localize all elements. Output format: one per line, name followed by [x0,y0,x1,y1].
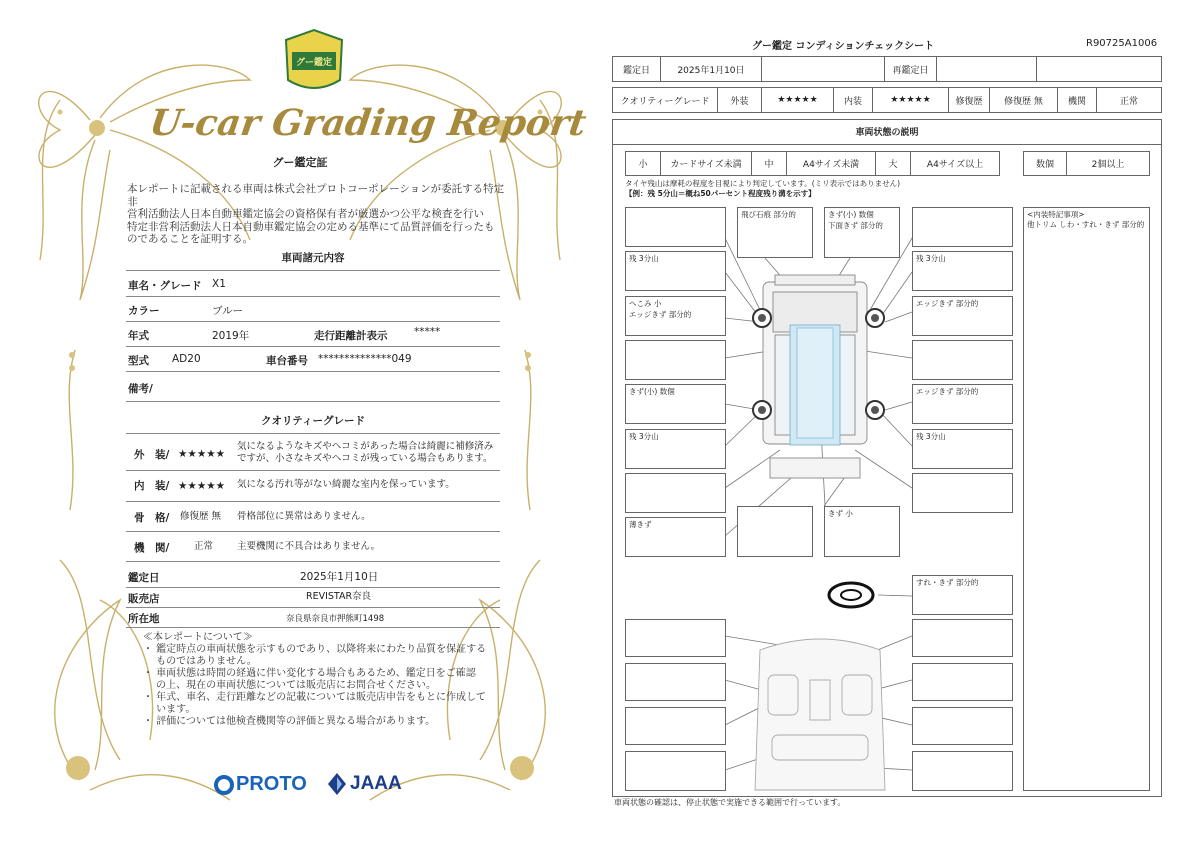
quality-row-frame [126,502,500,532]
jaaa-logo-text: JAAA [350,773,402,794]
intro-line: 特定非営利活動法人日本自動車鑑定協会の定める基準にて品質評価を行ったも [127,220,495,233]
exterior-stars: ★★★★★ [761,87,834,113]
script-title: U-car Grading Report [147,102,589,144]
legend-count-label: 数個 [1023,151,1067,176]
mileage-label: 走行距離計表示 [314,330,388,342]
interior-box-right-4 [912,751,1013,791]
footer-note: 車両状態の確認は、停止状態で実施できる範囲で行っています。 [614,798,846,807]
info-row-address [126,608,500,628]
remarks-label: 備考/ [128,383,153,395]
spec-row-model [126,347,500,372]
divider [126,433,500,434]
damage-box-left-rear-door [625,384,726,424]
spec-row-color [126,297,500,322]
certificate-subtitle: グー鑑定証 [272,156,328,169]
interior-box-left-4 [625,751,726,791]
damage-box-front-right [912,207,1013,247]
exterior-label: 外 装/ [134,449,170,461]
left-edge-note: エッジきず 部分的 [629,310,692,319]
interior-notes-body: 他トリム しわ・すれ・きず 部分的 [1027,220,1145,229]
spec-row-remarks [126,372,500,402]
damage-box-rear-center [737,506,813,557]
thin-scratch-note: 薄きず [629,520,652,529]
interior-box-right-1 [912,619,1013,657]
frame-label: 骨 格/ [134,512,170,524]
appraisal-date-label: 鑑定日 [128,572,160,584]
tire-rr-note: 残 3分山 [916,432,946,441]
tire-note-2: 【例：残 5分山＝概ね50パーセント程度残り溝を示す】 [625,189,816,198]
jaaa-logo [328,773,402,795]
steering-wheel-icon [829,583,873,607]
exterior-desc-2: ですが、小さなキズやヘコミが残っている場合もあります。 [237,453,493,464]
certificate-intro [127,183,507,246]
color-value: ブルー [212,305,244,317]
damage-box-right-rear-door [912,384,1013,424]
proto-logo [214,773,307,796]
interior-box-right-2 [912,663,1013,701]
legend-small-desc: カードサイズ未満 [660,151,752,176]
chip-note: 飛び石痕 部分的 [741,210,796,219]
legend-large-label: 大 [875,151,911,176]
top-scratch-note-2: 下面きず 部分的 [828,221,883,230]
exterior-label: 外装 [717,87,762,113]
about-item: ・ 年式、車名、走行距離などの記載については販売店申告をもとに作成して [143,692,486,703]
condition-section-title: 車両状態の説明 [612,119,1162,145]
small-scratch-note: きず 小 [828,509,853,518]
color-label: カラー [128,305,160,317]
interior-box-left-3 [625,707,726,745]
shop-label: 販売店 [128,593,160,605]
dent-note: へこみ 小 [629,299,662,308]
about-heading: ≪本レポートについて≫ [143,632,253,643]
info-row-date [126,564,500,588]
frame-value: 修復歴 無 [180,511,222,522]
tire-box-front-right [912,251,1013,291]
left-scratch-note: きず(小) 数個 [629,387,675,396]
address-value: 奈良県奈良市押熊町1498 [286,614,385,624]
damage-box-left-mid [625,340,726,380]
shop-value: REVISTAR奈良 [306,591,372,602]
quality-row-exterior [126,435,500,471]
engine-value: 正常 [194,541,214,552]
interior-label: 内装 [833,87,873,113]
tire-rl-note: 残 3分山 [629,432,659,441]
quality-row-interior [126,471,500,502]
damage-box-rear-bumper [824,506,900,557]
interior-notes-title: <内装特記事項> [1027,210,1085,219]
intro-line: 本レポートに記載される車両は株式会社プロトコーポレーションが委託する特定非 [127,183,505,208]
damage-box-right-mid [912,340,1013,380]
interior-stars: ★★★★★ [872,87,949,113]
damage-box-thin-scratch [625,517,726,557]
legend-mid-desc: A4サイズ未満 [786,151,876,176]
appraisal-date-value: 2025年1月10日 [300,571,379,583]
sheet-title: グー鑑定 コンディションチェックシート [752,41,935,52]
appraisal-date-label: 鑑定日 [612,56,661,82]
jaaa-logo-mark-icon [328,773,346,795]
legend-small-label: 小 [625,151,661,176]
engine-value: 正常 [1096,87,1162,113]
interior-box-right-3 [912,707,1013,745]
damage-box-left-front-door [625,296,726,336]
legend-large-desc: A4サイズ以上 [910,151,1000,176]
chassis-label: 車台番号 [266,355,308,367]
exterior-stars: ★★★★★ [178,448,226,460]
damage-box-front-left [625,207,726,247]
damage-box-top-scratch [824,207,900,258]
guu-badge-label: グー鑑定 [295,58,332,68]
name-label: 車名・グレード [128,280,202,292]
about-item: ・ 評価については他検査機関等の評価と異なる場合があります。 [143,716,436,727]
repair-history-label: 修復歴 [948,87,990,113]
year-label: 年式 [128,330,149,342]
tire-fl-note: 残 3分山 [629,254,659,263]
right-edge-note-1: エッジきず 部分的 [916,299,979,308]
info-row-shop [126,588,500,608]
intro-line: のであることを証明する。 [127,233,253,245]
proto-logo-mark-icon [214,775,234,795]
quality-grade-label: クオリティーグレード [612,87,718,113]
spec-row-name [126,272,500,297]
damage-box-rear-right [912,473,1013,513]
interior-label: 内 装/ [134,480,170,492]
damage-box-steering [912,575,1013,615]
damage-box-chip [737,207,813,258]
proto-logo-text: PROTO [236,773,307,795]
damage-box-right-front-door [912,296,1013,336]
top-scratch-note-1: きず(小) 数個 [828,210,874,219]
chassis-value: **************049 [318,353,412,365]
right-edge-note-2: エッジきず 部分的 [916,387,979,396]
engine-label: 機 関/ [134,542,170,554]
interior-desc: 気になる汚れ等がない綺麗な室内を保っています。 [237,479,455,490]
engine-label: 機関 [1057,87,1097,113]
about-report [143,632,503,728]
mileage-value: ***** [414,326,441,338]
damage-box-rear-left [625,473,726,513]
condition-check-sheet [600,0,1200,848]
reappraisal-date-label: 再鑑定日 [884,56,937,82]
quality-row-engine [126,532,500,562]
about-item: います。 [143,704,196,715]
interior-box-left-1 [625,619,726,657]
about-item: ・ 鑑定時点の車両状態を示すものであり、以降将来にわたり品質を保証する [143,644,487,655]
divider [126,270,500,271]
interior-stars: ★★★★★ [178,480,226,492]
engine-desc: 主要機関に不具合はありません。 [237,541,381,552]
model-label: 型式 [128,355,149,367]
frame-desc: 骨格部位に異常はありません。 [237,511,371,522]
address-label: 所在地 [128,613,160,625]
repair-history-value: 修復歴 無 [989,87,1058,113]
exterior-desc-1: 気になるようなキズやヘコミがあった場合は綺麗に補修済み [237,441,494,452]
tire-box-front-left [625,251,726,291]
steering-note: すれ・きず 部分的 [916,578,979,587]
year-value: 2019年 [212,330,250,342]
interior-box-left-2 [625,663,726,701]
legend-mid-label: 中 [751,151,787,176]
appraisal-date-value: 2025年1月10日 [660,56,762,82]
quality-section-title: クオリティーグレード [261,415,365,427]
tire-box-rear-left [625,429,726,469]
spec-row-year [126,322,500,347]
report-id: R90725A1006 [1086,38,1158,49]
about-item: ものではありません。 [143,656,257,667]
name-value: X1 [212,278,226,290]
tire-note-1: タイヤ残山は摩耗の程度を目視により判定しています。(ミリ表示ではありません) [625,179,901,188]
model-value: AD20 [172,353,201,365]
specs-section-title: 車両諸元内容 [281,252,345,264]
legend-count-desc: 2個以上 [1066,151,1150,176]
intro-line: 営利活動法人日本自動車鑑定協会の資格保有者が厳選かつ公平な検査を行い [127,208,484,220]
about-item: の上、現在の車両状態については販売店にお問合せください。 [143,680,436,691]
tire-box-rear-right [912,429,1013,469]
about-item: ・ 車両状態は時間の経過に伴い変化する場合もあるため、鑑定日をご確認 [143,668,476,679]
tire-fr-note: 残 3分山 [916,254,946,263]
